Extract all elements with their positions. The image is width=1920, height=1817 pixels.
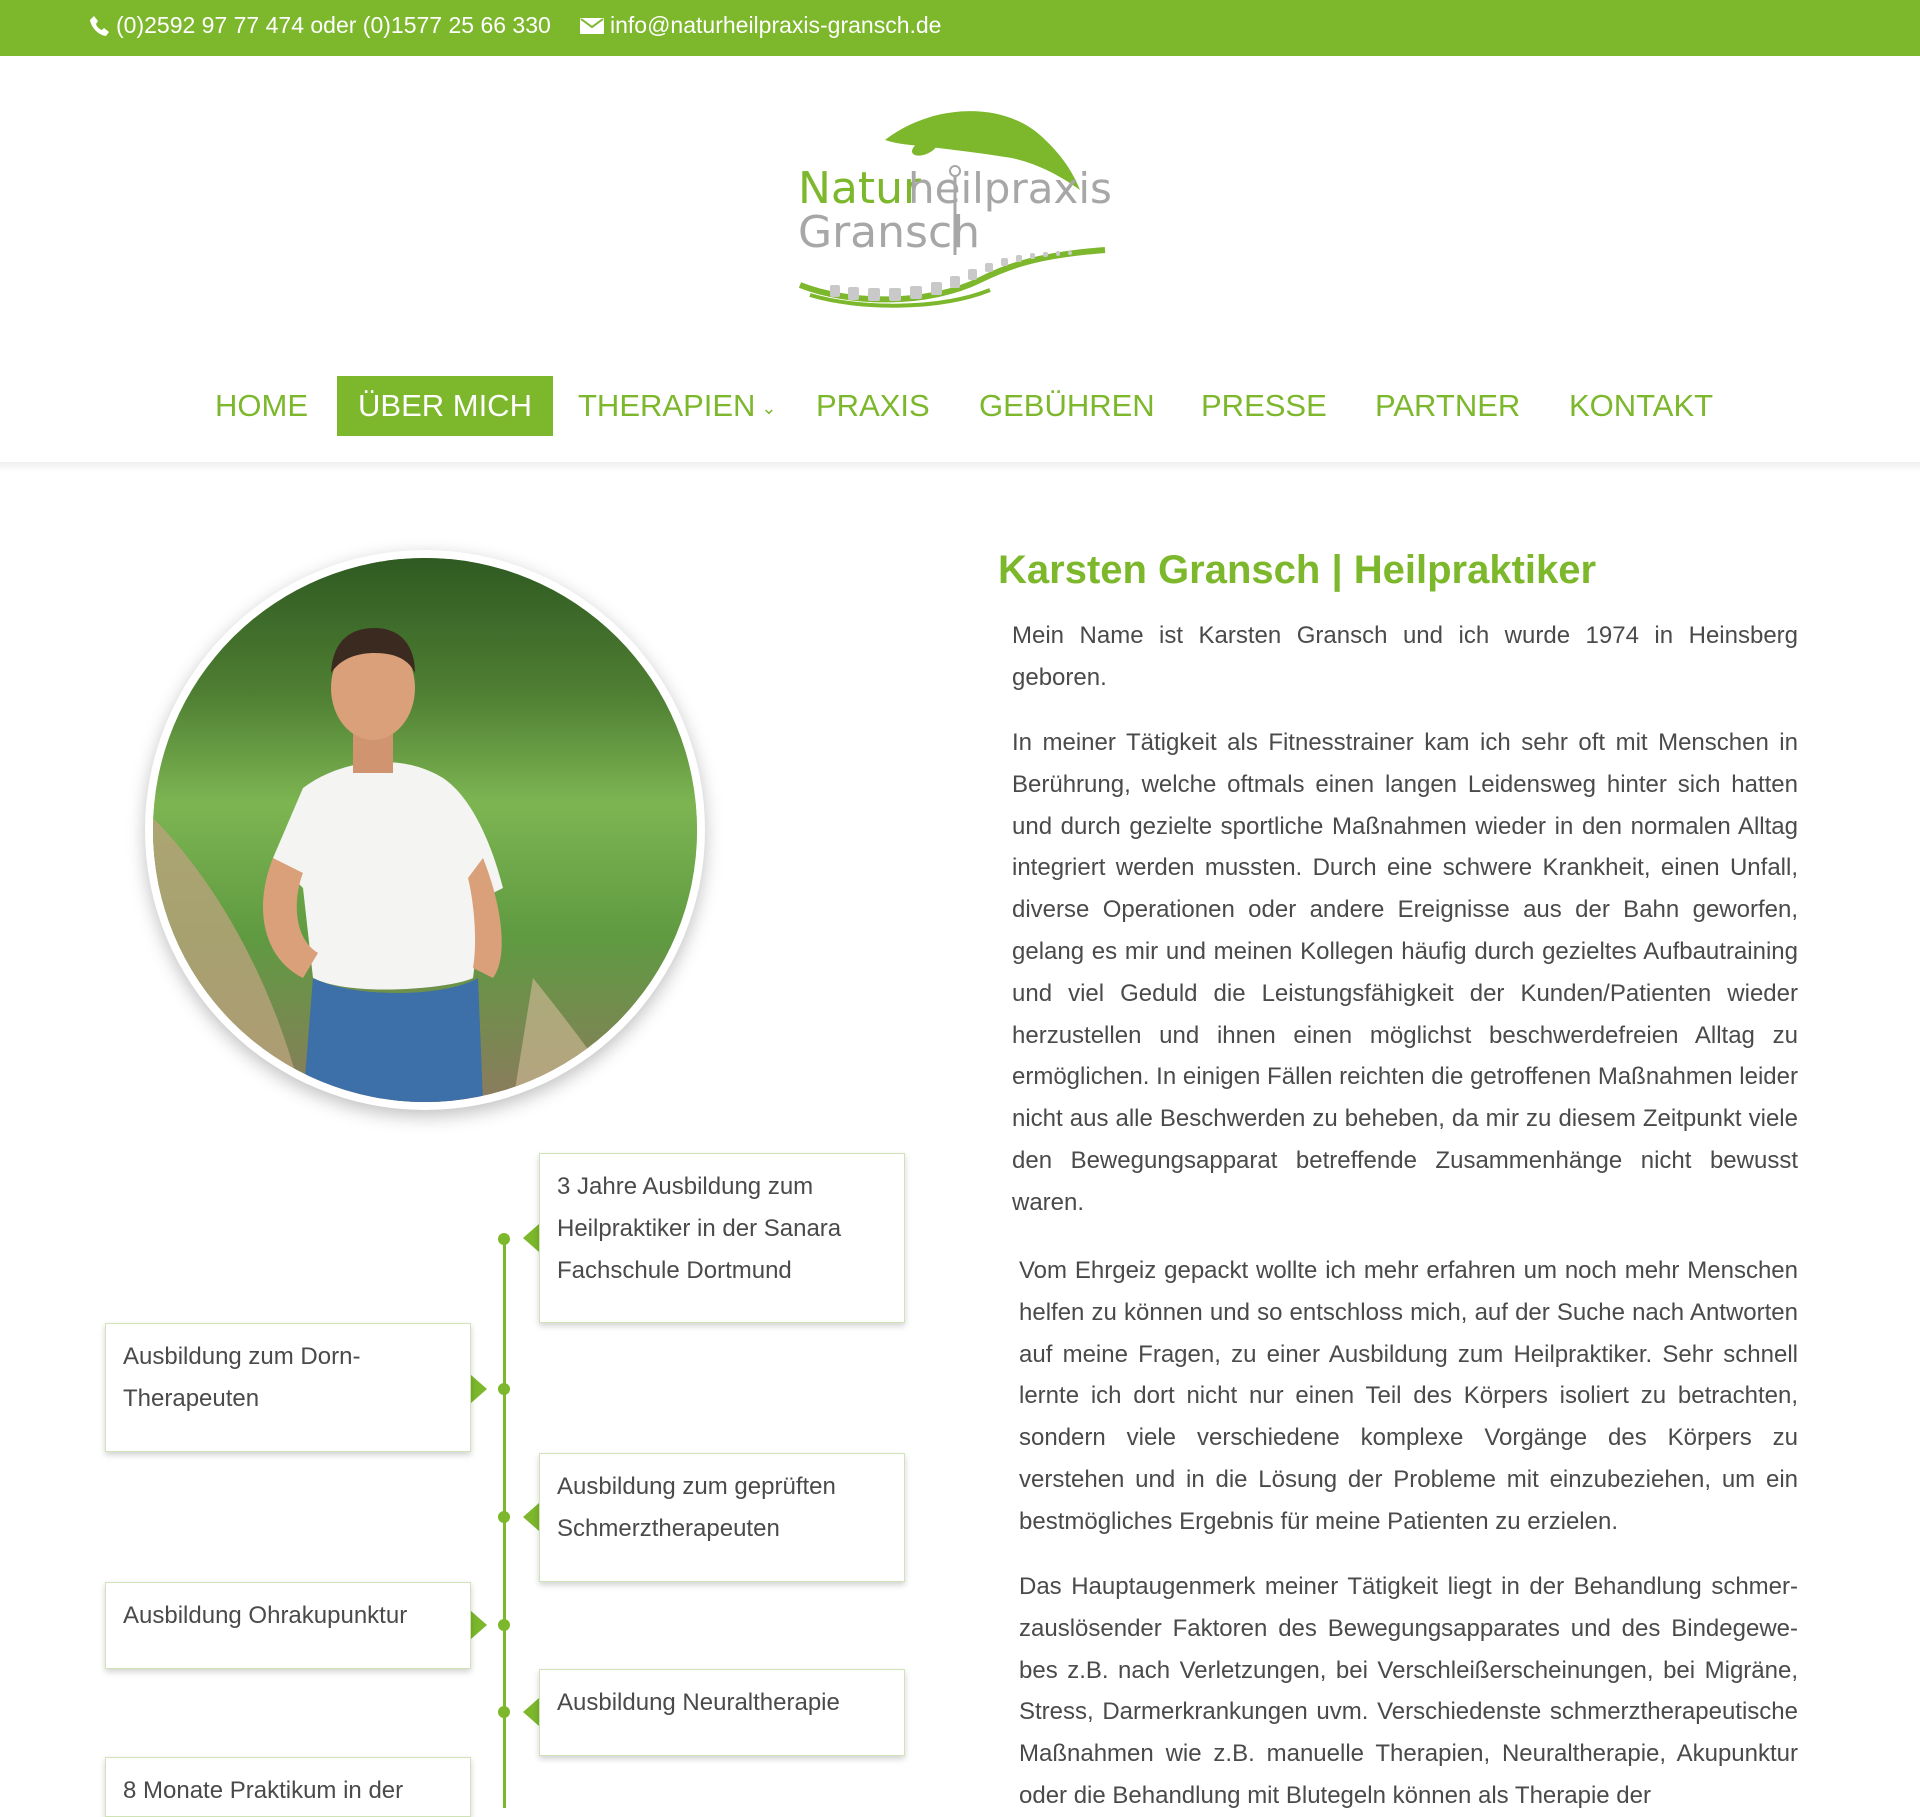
email-contact[interactable] xyxy=(580,12,941,39)
phone-icon xyxy=(90,15,110,37)
logo-graphic xyxy=(790,105,1120,315)
timeline-entry xyxy=(105,1323,471,1452)
nav-fees[interactable]: GEBÜHREN xyxy=(979,388,1155,423)
paragraph-fitness: In meiner Tätigkeit als Fitnesstrainer kam ich sehr oft mit Menschen in Berührung, welche oftmals einen langen Leidensweg hinter sich hatten und durch gezielte sportliche Maßnahmen wieder in den normalen Alltag integriert werden mussten. Durch eine schwere Krankheit, einen Unfall, diverse Operationen oder andere Ereignisse aus der Bahn geworfen, gelang es mir und meinen Kollegen häufig durch gezieltes Aufbautraining und viel Geduld die Leistungsfähigkeit der Kunden/Patienten wieder herzustellen und ihnen einen möglichst beschwerdefreien Alltag zu ermöglichen. In einigen Fällen reichten die getroffenen Maßnahmen leider nicht aus alle Beschwerden zu beheben, da mir zu diesem Zeitpunkt viele den Bewegungsapparat betreffende Zusammenhänge nicht bewusst waren. xyxy=(1012,729,1798,1216)
nav-press[interactable]: PRESSE xyxy=(1201,388,1327,423)
main-navigation xyxy=(0,376,1920,436)
nav-therapies-label: THERAPIEN xyxy=(578,388,756,423)
nav-practice[interactable]: PRAXIS xyxy=(816,388,930,423)
timeline-entry-text: 3 Jahre Ausbildung zum Heilpraktiker in der Sanara Fachschule Dortmund xyxy=(557,1173,842,1284)
timeline-entry-text: Ausbildung zum Dorn-Therapeuten xyxy=(123,1343,361,1412)
logo-word-natur: Natur xyxy=(798,163,922,214)
timeline-arrow xyxy=(471,1375,487,1403)
chevron-down-icon: ⌄ xyxy=(761,397,777,418)
paragraph-focus: Das Hauptaugenmerk meiner Tätigkeit liegt in der Behandlung schmerzauslösender Faktoren des Bewegungsapparates und des Bindegewebes z.B. nach Verletzungen, bei Verschleißerscheinungen, bei Migräne, Stress, Darmerkrankungen uvm. Verschiedenste schmerztherapeutische Maßnahmen wie z.B. manuelle Therapien, Neuraltherapie, Akupunktur oder die Behandlung mit Blutegeln können als Therapie der xyxy=(1019,1573,1798,1808)
timeline-dot xyxy=(498,1233,510,1245)
envelope-icon xyxy=(580,17,604,35)
timeline-entry-text: 8 Monate Praktikum in der xyxy=(123,1777,404,1804)
timeline-entry xyxy=(105,1757,471,1817)
nav-about[interactable]: ÜBER MICH xyxy=(337,376,553,436)
nav-therapies[interactable] xyxy=(578,376,777,436)
timeline-entry xyxy=(539,1153,905,1323)
timeline-entry xyxy=(105,1582,471,1669)
portrait-illustration xyxy=(153,558,697,1102)
timeline-entry xyxy=(539,1669,905,1756)
portrait-photo xyxy=(153,558,697,1102)
timeline-entry-text: Ausbildung Neuraltherapie xyxy=(557,1689,840,1716)
portrait-frame xyxy=(145,550,705,1110)
timeline-entry xyxy=(539,1453,905,1582)
nav-partner[interactable]: PARTNER xyxy=(1375,388,1521,423)
nav-contact[interactable]: KONTAKT xyxy=(1569,388,1714,423)
timeline-dot xyxy=(498,1706,510,1718)
timeline-arrow xyxy=(523,1224,539,1252)
nav-home[interactable]: HOME xyxy=(215,388,308,423)
timeline-entry-text: Ausbildung zum geprüften Schmerztherapeuten xyxy=(557,1473,836,1542)
logo-word-gransch: Gransch xyxy=(798,207,981,258)
timeline-dot xyxy=(498,1619,510,1631)
timeline-arrow xyxy=(523,1698,539,1726)
email-address[interactable]: info@naturheilpraxis-gransch.de xyxy=(610,12,942,38)
timeline-arrow xyxy=(523,1503,539,1531)
paragraph-training: Vom Ehrgeiz gepackt wollte ich mehr erfahren um noch mehr Menschen helfen zu können und so entschloss mich, auf der Suche nach Antworten auf meine Fragen, zu einer Ausbildung zum Heilpraktiker. Sehr schnell lernte ich dort nicht nur einen Teil des Körpers isoliert zu betrachten, sondern viele verschiedene komplexe Vorgänge des Körpers zu verstehen und in die Lösung der Probleme mit einzubeziehen, um ein bestmögliches Ergebnis für meine Patienten zu erzielen. xyxy=(1019,1257,1798,1535)
phone-contact[interactable] xyxy=(90,12,551,39)
timeline-dot xyxy=(498,1511,510,1523)
site-logo[interactable] xyxy=(790,105,1120,315)
phone-numbers[interactable]: (0)2592 97 77 474 oder (0)1577 25 66 330 xyxy=(116,12,551,38)
paragraph-intro: Mein Name ist Karsten Gransch und ich wurde 1974 in Heinsberg geboren. xyxy=(1012,622,1798,691)
top-contact-bar xyxy=(0,0,1920,56)
page-title: Karsten Gransch | Heilpraktiker xyxy=(998,548,1597,592)
nav-divider xyxy=(0,462,1920,472)
timeline-dot xyxy=(498,1383,510,1395)
timeline-entry-text: Ausbildung Ohrakupunktur xyxy=(123,1602,408,1629)
logo-word-heilpraxis: heilpraxis xyxy=(908,164,1112,213)
timeline-arrow xyxy=(471,1611,487,1639)
